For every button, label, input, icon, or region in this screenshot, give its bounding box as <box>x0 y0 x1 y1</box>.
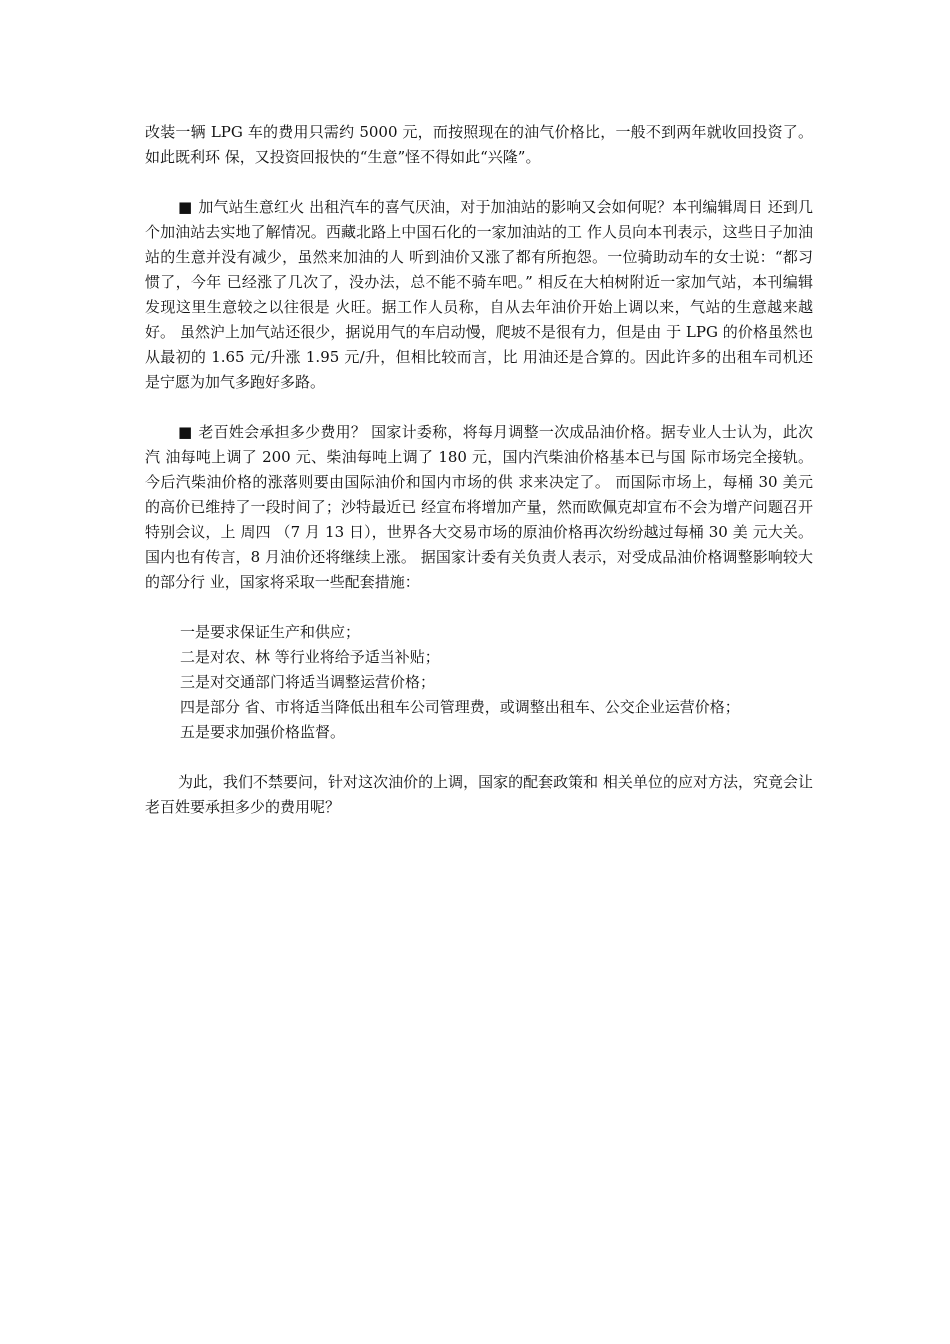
paragraph-citizen-cost-text: 老百姓会承担多少费用？ 国家计委称，将每月调整一次成品油价格。据专业人士认为，此次汽 油每吨上调了 200 元、柴油每吨上调了 180 元，国内汽柴油价格基本已与国 际市场完全接轨。今后汽柴油价格的涨落则要由国际油价和国内市场的供 求来决定了。 而国际市场上，每桶 30 美元的高价已维持了一段时间了；沙特最近已 经宣布将增加产量，然而欧佩克却宣布不会为增产问题召开特别会议，上 周四 （7 月 13 日），世界各大交易市场的原油价格再次纷纷越过每桶 30 美 元大关。国内也有传言，8 月油价还将继续上涨。 据国家计委有关负责人表示，对受成品油价格调整影响较大的部分行 业，国家将采取一些配套措施： <box>145 423 813 591</box>
measures-list <box>145 620 813 745</box>
paragraph-gas-station <box>145 195 813 395</box>
square-bullet-icon: ■ <box>178 198 193 216</box>
list-item: 五是要求加强价格监督。 <box>180 723 346 741</box>
list-item: 二是对农、林 等行业将给予适当补贴； <box>180 648 440 666</box>
list-item: 三是对交通部门将适当调整运营价格； <box>180 673 436 691</box>
square-bullet-icon: ■ <box>178 423 193 441</box>
paragraph-citizen-cost <box>145 420 813 595</box>
list-item: 四是部分 省、市将适当降低出租车公司管理费，或调整出租车、公交企业运营价格； <box>180 698 740 716</box>
paragraph-gas-station-text: 加气站生意红火 出租汽车的喜气厌油，对于加油站的影响又会如何呢？本刊编辑周日 还到几个加油站去实地了解情况。西藏北路上中国石化的一家加油站的工 作人员向本刊表示，这些日子加油站的生意并没有减少，虽然来加油的人 听到油价又涨了都有所抱怨。一位骑助动车的女士说：“都习惯了，今年 已经涨了几次了，没办法，总不能不骑车吧。” 相反在大柏树附近一家加气站，本刊编辑发现这里生意较之以往很是 火旺。据工作人员称，自从去年油价开始上调以来，气站的生意越来越好。 虽然沪上加气站还很少，据说用气的车启动慢，爬坡不是很有力，但是由 于 LPG 的价格虽然也从最初的 1.65 元/升涨 1.95 元/升，但相比较而言，比 用油还是合算的。因此许多的出租车司机还是宁愿为加气多跑好多路。 <box>145 198 813 391</box>
paragraph-lpg-cost: 改装一辆 LPG 车的费用只需约 5000 元，而按照现在的油气价格比，一般不到两年就收回投资了。如此既利环 保，又投资回报快的“生意”怪不得如此“兴隆”。 <box>145 123 813 166</box>
list-item: 一是要求保证生产和供应； <box>180 623 361 641</box>
paragraph-closing: 为此，我们不禁要问，针对这次油价的上调，国家的配套政策和 相关单位的应对方法，究竟会让老百姓要承担多少的费用呢？ <box>145 773 813 816</box>
document-page <box>145 120 813 845</box>
